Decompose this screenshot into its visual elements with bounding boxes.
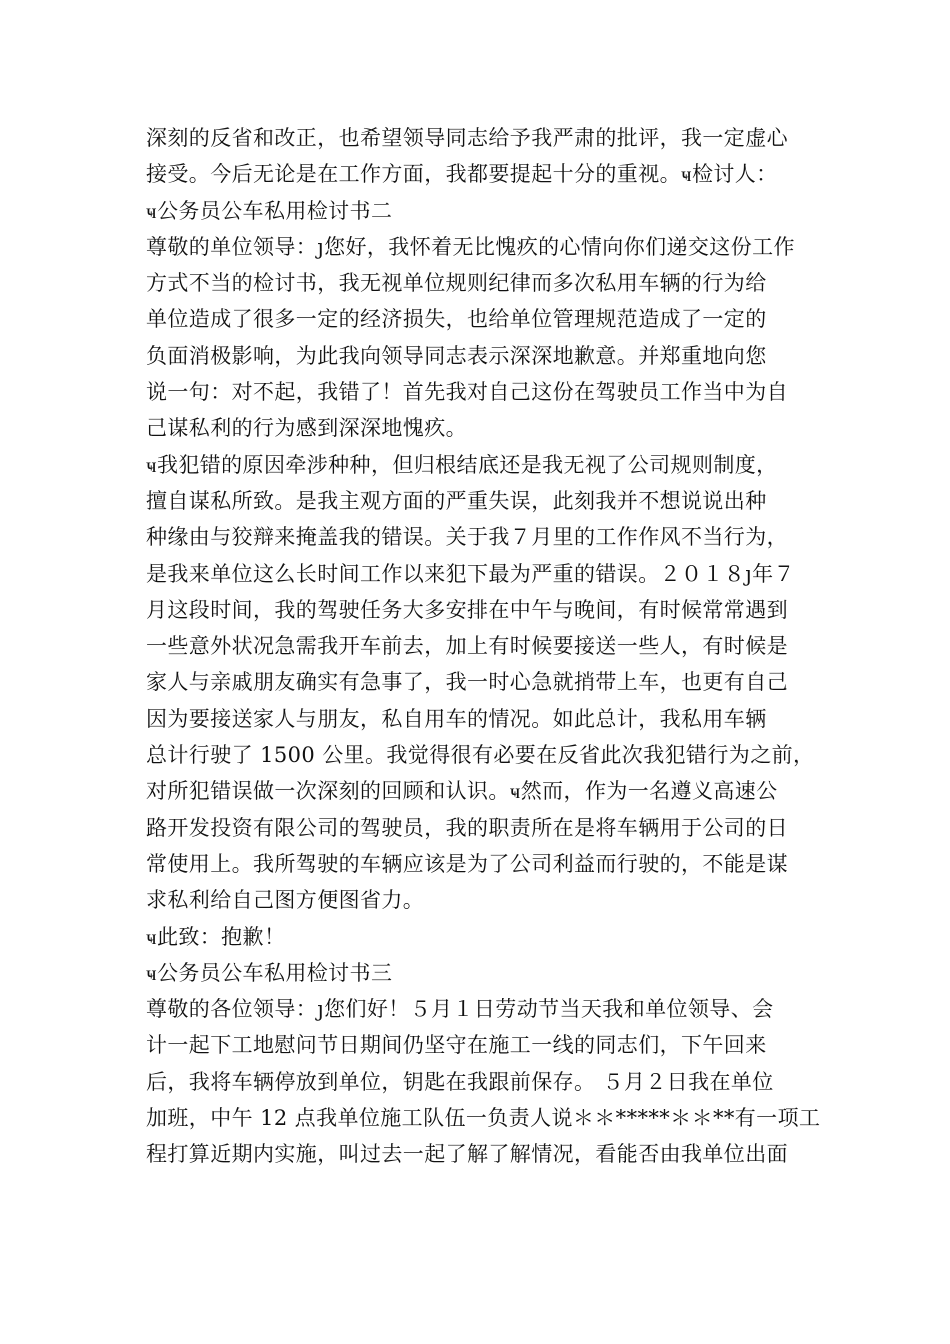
text-line: 路开发投资有限公司的驾驶员，我的职责所在是将车辆用于公司的日 (146, 815, 788, 840)
text-line: 月这段时间，我的驾驶任务大多安排在中午与晚间，有时候常常遇到 (146, 597, 788, 622)
text-line: 深刻的反省和改正，也希望领导同志给予我严肃的批评，我一定虚心 (146, 126, 788, 150)
text-line: 己谋私利的行为感到深深地愧疚。 (146, 416, 467, 441)
text-line: 负面消极影响，为此我向领导同志表示深深地歉意。并郑重地向您 (146, 343, 767, 368)
text-line: 求私利给自己图方便图省力。 (146, 888, 425, 913)
text-line: 单位造成了很多一定的经济损失，也给单位管理规范造成了一定的 (146, 307, 767, 332)
text-line: 程打算近期内实施，叫过去一起了解了解情况，看能否由我单位出面 (146, 1142, 788, 1167)
text-line: 计一起下工地慰问节日期间仍坚守在施工一线的同志们，下午回来 (146, 1033, 767, 1058)
text-line: 接受。今后无论是在工作方面，我都要提起十分的重视。ҹ检讨人： (146, 162, 778, 187)
text-line: 方式不当的检讨书，我无视单位规则纪律而多次私用车辆的行为给 (146, 271, 767, 296)
text-line: 擅自谋私所致。是我主观方面的严重失误，此刻我并不想说说出种 (146, 488, 767, 513)
text-line: 说一句：对不起，我错了！首先我对自己这份在驾驶员工作当中为自 (146, 380, 788, 405)
text-line: 一些意外状况急需我开车前去，加上有时候要接送一些人，有时候是 (146, 634, 788, 659)
text-line: 常使用上。我所驾驶的车辆应该是为了公司利益而行驶的，不能是谋 (146, 851, 788, 876)
text-line: 尊敬的单位领导：ȷ您好，我怀着无比愧疚的心情向你们递交这份工作 (146, 234, 795, 259)
text-line: 对所犯错误做一次深刻的回顾和认识。ҹ然而，作为一名遵义高速公 (146, 779, 778, 804)
text-line: 家人与亲戚朋友确实有急事了，我一时心急就捎带上车，也更有自己 (146, 670, 788, 695)
text-line: 尊敬的各位领导：ȷ您们好！５月１日劳动节当天我和单位领导、会 (146, 997, 774, 1022)
text-line: 种缘由与狡辩来掩盖我的错误。关于我７月里的工作作风不当行为， (146, 525, 788, 550)
text-line: 后，我将车辆停放到单位，钥匙在我跟前保存。 ５月２日我在单位 (146, 1069, 774, 1094)
text-line: 是我来单位这么长时间工作以来犯下最为严重的错误。２０１８ȷ年７ (146, 561, 795, 586)
text-line: 总计行驶了 1500 公里。我觉得很有必要在反省此次我犯错行为之前， (146, 743, 815, 768)
text-line: ҹ我犯错的原因牵涉种种，但归根结底还是我无视了公司规则制度， (146, 452, 778, 477)
text-line: 因为要接送家人与朋友，私自用车的情况。如此总计，我私用车辆 (146, 706, 767, 731)
text-line: ҹ此致：抱歉！ (146, 924, 286, 949)
section-heading: ҹ公务员公车私用检讨书三 (146, 960, 393, 985)
section-heading: ҹ公务员公车私用检讨书二 (146, 198, 393, 223)
text-line: 加班，中午 12 点我单位施工队伍一负责人说＊＊*****＊＊**有一项工 (146, 1106, 821, 1131)
document-body (146, 120, 821, 1173)
